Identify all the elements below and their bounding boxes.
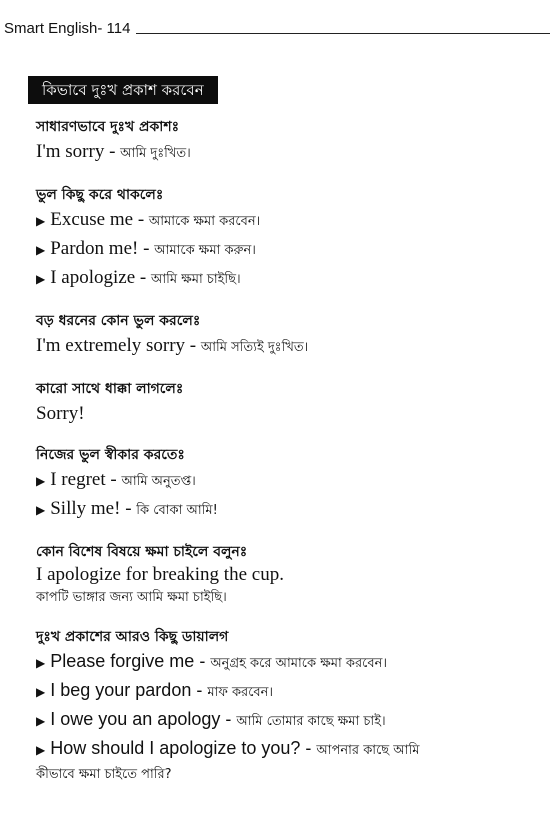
phrase-line (36, 400, 541, 427)
phrase-line (36, 735, 541, 764)
section-minor-mistake (36, 184, 541, 293)
phrase-bn: আমি অনুতপ্ত। (121, 474, 196, 489)
phrase-en: How should I apologize to you? (50, 738, 301, 758)
phrase-sep: - (300, 738, 317, 758)
phrase-content (36, 116, 541, 803)
phrase-en: I'm extremely sorry (36, 335, 186, 356)
phrase-line (36, 466, 541, 495)
section-heading: কারো সাথে ধাক্কা লাগলেঃ (36, 381, 184, 397)
phrase-line (36, 706, 541, 735)
section-admit-mistake (36, 444, 541, 524)
section-major-mistake (36, 310, 541, 361)
phrase-line (36, 235, 541, 264)
phrase-en: I'm sorry (36, 141, 105, 162)
phrase-sep: - (185, 335, 201, 356)
phrase-en: I beg your pardon (50, 680, 192, 700)
phrase-sep: - (105, 469, 122, 490)
phrase-bn: আপনার কাছে আমি (316, 743, 420, 758)
phrase-en: I apologize for breaking the cup. (36, 564, 284, 585)
phrase-sep: - (194, 651, 211, 671)
chapter-banner: কিভাবে দুঃখ প্রকাশ করবেন (28, 76, 218, 104)
triangle-right-icon: ▶ (36, 243, 46, 257)
triangle-right-icon: ▶ (36, 714, 46, 728)
phrase-en: Pardon me! (50, 238, 139, 259)
section-heading: বড় ধরনের কোন ভুল করলেঃ (36, 313, 201, 329)
phrase-bn: কি বোকা আমি! (136, 503, 218, 518)
section-bump-into-someone (36, 378, 541, 427)
section-general-apology (36, 116, 541, 167)
triangle-right-icon: ▶ (36, 214, 46, 228)
phrase-bn: আমি তোমার কাছে ক্ষমা চাই। (236, 714, 386, 729)
phrase-bn: আমি ক্ষমা চাইছি। (151, 272, 241, 287)
example-bn: কাপটি ভাঙ্গার জন্য আমি ক্ষমা চাইছি। (36, 590, 227, 605)
phrase-en: I owe you an apology (50, 709, 221, 729)
phrase-en: Please forgive me (50, 651, 195, 671)
phrase-en: Sorry! (36, 403, 85, 424)
phrase-sep: - (191, 680, 208, 700)
section-heading: সাধারণভাবে দুঃখ প্রকাশঃ (36, 119, 180, 135)
phrase-line (36, 495, 541, 524)
phrase-sep: - (220, 709, 237, 729)
page-header-title: Smart English- 114 (4, 20, 131, 37)
header-rule (136, 33, 550, 34)
triangle-right-icon: ▶ (36, 743, 46, 757)
phrase-bn: আমাকে ক্ষমা করুন। (154, 243, 256, 258)
section-heading: কোন বিশেষ বিষয়ে ক্ষমা চাইলে বলুনঃ (36, 544, 248, 560)
phrase-line (36, 206, 541, 235)
triangle-right-icon: ▶ (36, 474, 46, 488)
phrase-line (36, 648, 541, 677)
phrase-line (36, 138, 541, 167)
phrase-bn: আমাকে ক্ষমা করবেন। (148, 214, 261, 229)
phrase-sep: - (138, 238, 155, 259)
phrase-en: Silly me! (50, 498, 121, 519)
phrase-bn: অনুগ্রহ করে আমাকে ক্ষমা করবেন। (210, 656, 388, 671)
phrase-bn: মাফ করবেন। (207, 685, 274, 700)
phrase-line (36, 677, 541, 706)
phrase-en: Excuse me (50, 209, 134, 230)
section-heading: দুঃখ প্রকাশের আরও কিছু ডায়ালগ (36, 629, 229, 645)
triangle-right-icon: ▶ (36, 656, 46, 670)
page-header (4, 20, 550, 37)
section-heading: নিজের ভুল স্বীকার করতেঃ (36, 447, 185, 463)
phrase-sep: - (104, 141, 121, 162)
phrase-line (36, 332, 541, 361)
phrase-bn-continued: কীভাবে ক্ষমা চাইতে পারি? (36, 767, 172, 782)
phrase-sep: - (120, 498, 137, 519)
phrase-bn: আমি সত্যিই দুঃখিত। (200, 340, 309, 355)
triangle-right-icon: ▶ (36, 685, 46, 699)
section-specific-apology (36, 541, 541, 609)
phrase-sep: - (135, 267, 151, 288)
section-more-dialogues (36, 626, 541, 786)
section-heading: ভুল কিছু করে থাকলেঃ (36, 187, 164, 203)
triangle-right-icon: ▶ (36, 503, 46, 517)
triangle-right-icon: ▶ (36, 272, 46, 286)
example-en (36, 563, 541, 587)
phrase-bn: আমি দুঃখিত। (120, 146, 191, 161)
phrase-line (36, 264, 541, 293)
phrase-en: I apologize (50, 267, 136, 288)
phrase-sep: - (133, 209, 149, 230)
phrase-en: I regret (50, 469, 106, 490)
